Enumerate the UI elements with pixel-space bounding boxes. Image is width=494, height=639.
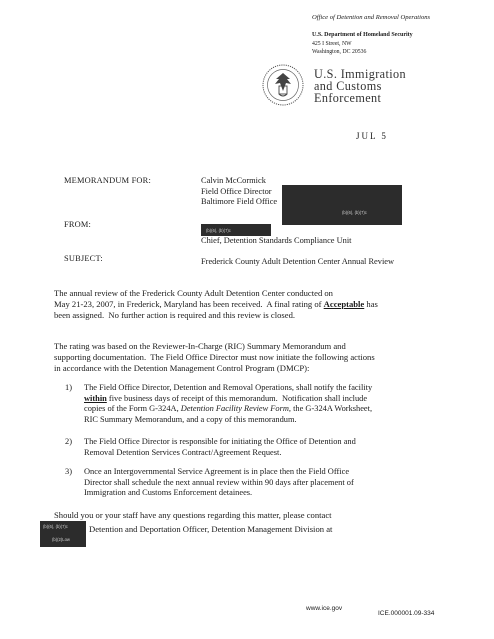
- date-stamp: JUL 5: [356, 131, 388, 141]
- memo-for-value: Calvin McCormick Field Office Director Baltimore Field Office: [201, 176, 278, 206]
- redaction-code: (b)(6), (b)(7)c: [342, 210, 367, 215]
- redaction-block: [201, 224, 271, 236]
- memo-from-value: Chief, Detention Standards Compliance Unit: [201, 236, 352, 245]
- closing-line-2: Detention and Deportation Officer, Detention Management Division at: [89, 524, 333, 534]
- rating-value: Acceptable: [323, 298, 365, 309]
- list-item-text: The Field Office Director is responsible for initiating the Office of Detention and Removal Detention Services Contract/Agreement Request.: [84, 437, 356, 457]
- list-item: [65, 437, 465, 461]
- memo-for-label: MEMORANDUM FOR:: [64, 176, 151, 185]
- paragraph-rating-basis: The rating was based on the Reviewer-In-Charge (RIC) Summary Memorandum and supporting documentation. The Field Office Director must now initiate the following actions in accordance with the Detention Management Control Program (DMCP):: [54, 341, 375, 373]
- agency-name: U.S. Immigration and Customs Enforcement: [314, 67, 407, 105]
- list-item: [65, 383, 465, 437]
- redaction-code: (b)(6), (b)(7)c: [43, 524, 68, 529]
- redaction-block: [282, 185, 402, 225]
- office-name: Office of Detention and Removal Operations: [312, 14, 431, 21]
- paragraph-review-received: The annual review of the Frederick County Adult Detention Center conducted on May 21-23, 2007, in Frederick, Maryland has been received. A final rating of Acceptable has been assigned. No further action is required and this review is closed.: [54, 288, 378, 320]
- footer-url: www.ice.gov: [306, 605, 343, 612]
- list-item: [65, 467, 465, 501]
- memo-from-label: FROM:: [64, 220, 92, 229]
- department-name: U.S. Department of Homeland Security: [312, 32, 413, 38]
- list-item-number: 1): [65, 383, 72, 392]
- list-item-text: The Field Office Director, Detention and Removal Operations, shall notify the facility within five business days of receipt of this memorandum. Notification shall include copies of the Form G-324A, Detention Facility Review Form, the G-324A Worksheet, RIC Summary Memorandum, and a copy of this memorandum.: [84, 383, 373, 424]
- closing-line-1: Should you or your staff have any questions regarding this matter, please contact: [54, 510, 332, 520]
- dhs-seal-icon: [262, 64, 304, 106]
- list-item-text: Once an Intergovernmental Service Agreement is in place then the Field Office Director shall schedule the next annual review within 90 days after placement of Immigration and Customs Enforcement detainees.: [84, 467, 354, 497]
- memo-subject-value: Frederick County Adult Detention Center Annual Review: [201, 257, 395, 266]
- list-item-number: 3): [65, 467, 72, 476]
- redaction-code: (b)(6), (b)(7)c: [206, 228, 231, 233]
- memo-subject-label: SUBJECT:: [64, 254, 103, 263]
- bates-number: ICE.000001.09-334: [378, 610, 435, 617]
- redaction-block: [40, 521, 86, 547]
- redaction-code: (b)(2)Low: [52, 537, 70, 542]
- list-item-number: 2): [65, 437, 72, 446]
- office-address: 425 I Street, NW Washington, DC 20536: [312, 41, 367, 55]
